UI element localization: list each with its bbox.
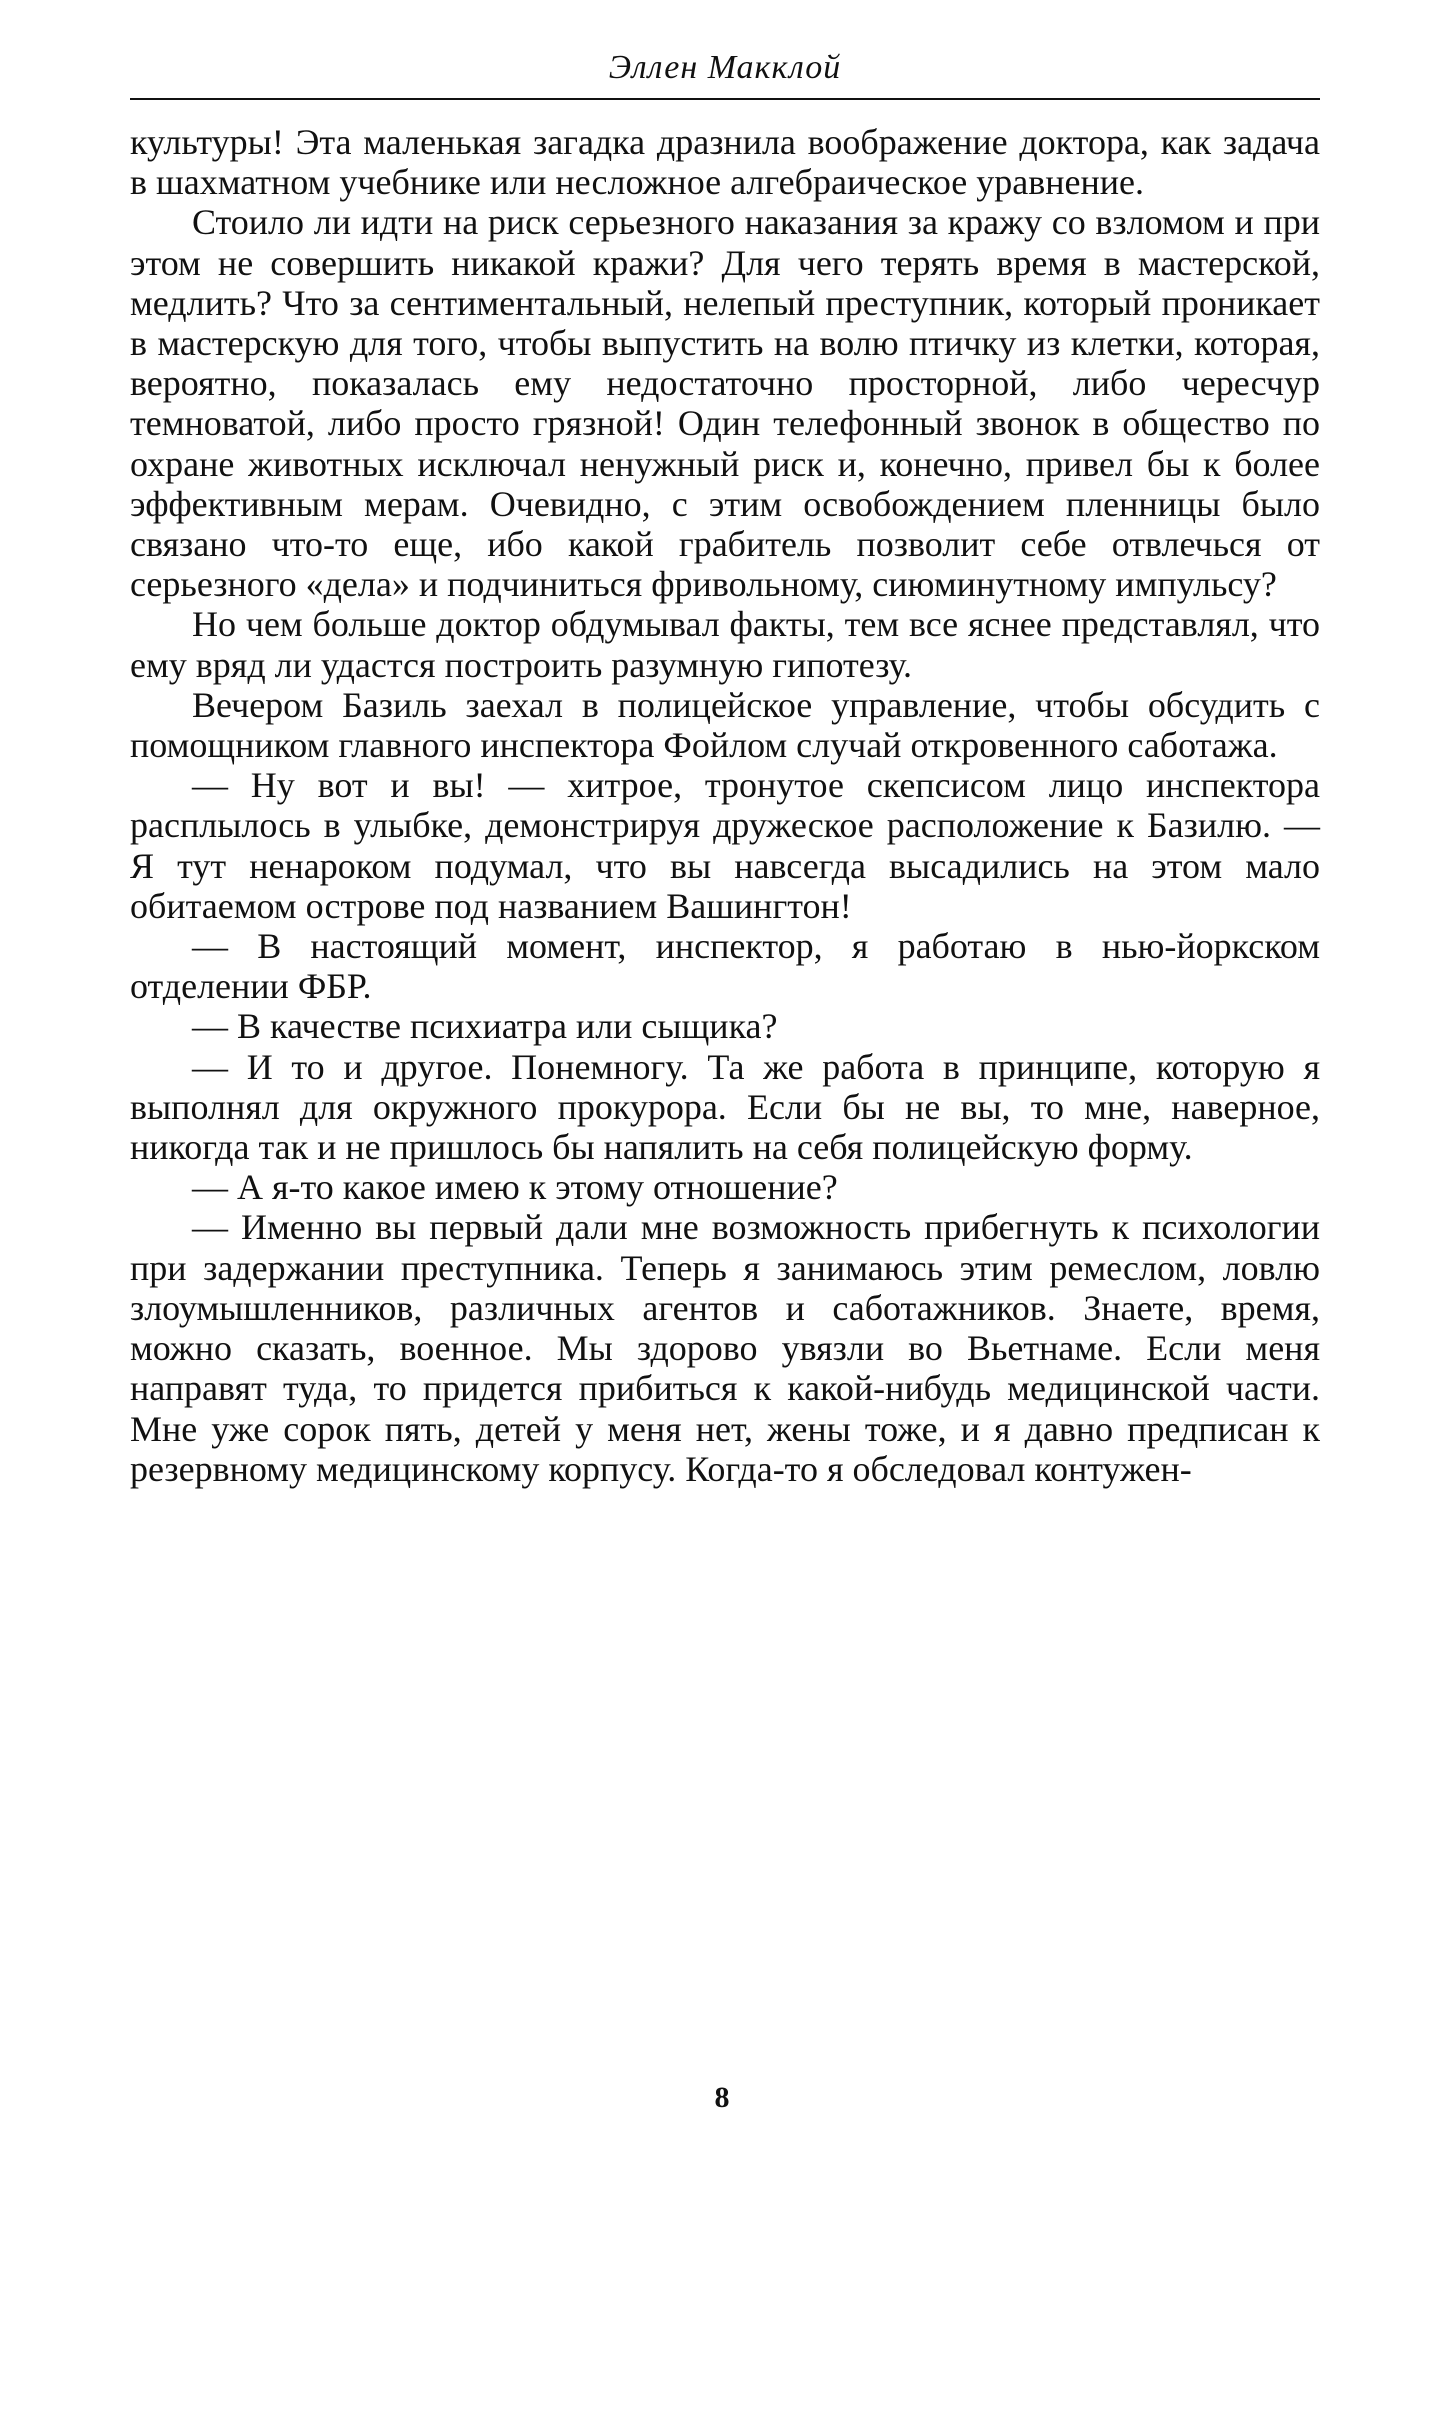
page-number: 8 [714, 2081, 730, 2114]
text-body [130, 122, 1320, 1489]
dialogue-paragraph: — Ну вот и вы! — хитрое, тронутое скепсисом лицо инспектора расплылось в улыбке, демонстрируя дружеское расположение к Базилю. — Я тут ненароком подумал, что вы навсегда высадились на этом мало обитаемом острове под названием Вашингтон! [130, 765, 1320, 926]
paragraph: Вечером Базиль заехал в полицейское управление, чтобы обсудить с помощником главного инспектора Фойлом случай откровенного саботажа. [130, 684, 1320, 766]
dialogue-paragraph: — Именно вы первый дали мне возможность прибегнуть к психологии при задержании преступника. Теперь я занимаюсь этим ремеслом, ловлю злоумышленников, различных агентов и саботажников. Знаете, время, можно сказать, военное. Мы здорово увязли во Вьетнаме. Если меня направят туда, то придется прибиться к какой-нибудь медицинской части. Мне уже сорок пять, детей у меня нет, жены тоже, и я давно предписан к резервному медицинскому корпусу. Когда-то я обследовал контужен- [130, 1207, 1320, 1489]
dialogue-paragraph: — А я-то какое имею к этому отношение? [192, 1167, 838, 1208]
paragraph: культуры! Эта маленькая загадка дразнила воображение доктора, как задача в шахматном учебнике или несложное алгебраическое уравнение. [130, 122, 1320, 203]
running-title: Эллен Макклой [608, 49, 842, 86]
dialogue-paragraph: — В настоящий момент, инспектор, я работаю в нью-йоркском отделении ФБР. [130, 926, 1320, 1007]
dialogue-paragraph: — В качестве психиатра или сыщика? [192, 1006, 778, 1047]
dialogue-paragraph: — И то и другое. Понемногу. Та же работа в принципе, которую я выполнял для окружного прокурора. Если бы не вы, то мне, наверное, никогда так и не пришлось бы напялить на себя полицейскую форму. [130, 1046, 1320, 1168]
paragraph: Стоило ли идти на риск серьезного наказания за кражу со взломом и при этом не совершить никакой кражи? Для чего терять время в мастерской, медлить? Что за сентиментальный, нелепый преступник, который проникает в мастерскую для того, чтобы выпустить на волю птичку из клетки, которая, вероятно, показалась ему недостаточно просторной, либо чересчур темноватой, либо просто грязной! Один телефонный звонок в общество по охране животных исключал ненужный риск и, конечно, привел бы к более эффективным мерам. Очевидно, с этим освобождением пленницы было связано что-то еще, ибо какой грабитель позволит себе отвлечься от серьезного «дела» и подчиниться фривольному, сиюминутному импульсу? [130, 202, 1320, 605]
paragraph: Но чем больше доктор обдумывал факты, тем все яснее представлял, что ему вряд ли удастся построить разумную гипотезу. [130, 604, 1320, 685]
header-rule [130, 98, 1320, 100]
